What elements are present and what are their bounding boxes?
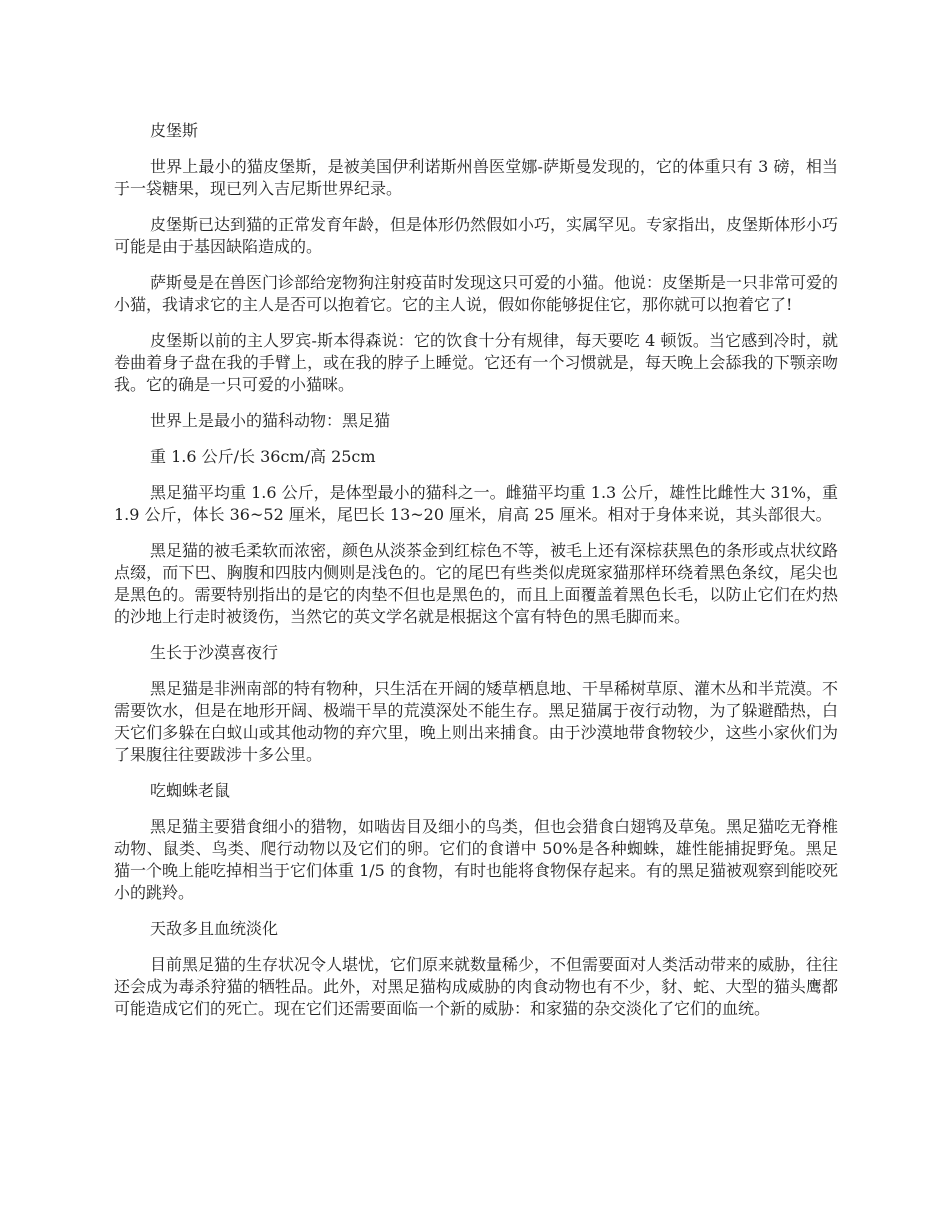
heading-desert-nocturnal: 生长于沙漠喜夜行 [150,643,279,662]
paragraph: 黑足猫是非洲南部的特有物种，只生活在开阔的矮草栖息地、干旱稀树草原、灌木丛和半荒漠。不需要饮水，但是在地形开阔、极端干旱的荒漠深处不能生存。黑足猫属于夜行动物，为了躲避酷热，白天它们多躲在白蚁山或其他动物的弃穴里，晚上则出来捕食。由于沙漠地带食物较少，这些小家伙们为了果腹往往要跋涉十多公里。 [114,679,839,764]
paragraph: 萨斯曼是在兽医门诊部给宠物狗注射疫苗时发现这只可爱的小猫。他说：皮堡斯是一只非常可爱的小猫，我请求它的主人是否可以抱着它。它的主人说，假如你能够捉住它，那你就可以抱着它了! [114,273,839,314]
paragraph: 黑足猫的被毛柔软而浓密，颜色从淡茶金到红棕色不等，被毛上还有深棕获黑色的条形或点状纹路点缀，而下巴、胸腹和四肢内侧则是浅色的。它的尾巴有些类似虎斑家猫那样环绕着黑色条纹，尾尖也是黑色的。需要特别指出的是它的肉垫不但也是黑色的，而且上面覆盖着黑色长毛，以防止它们在灼热的沙地上行走时被烫伤，当然它的英文学名就是根据这个富有特色的黑毛脚而来。 [114,541,839,626]
paragraph: 黑足猫平均重 1.6 公斤，是体型最小的猫科之一。雌猫平均重 1.3 公斤，雄性比雌性大 31%，重 1.9 公斤，体长 36~52 厘米，尾巴长 13~20 厘米，肩高 25 厘米。相对于身体来说，其头部很大。 [114,483,838,524]
paragraph: 皮堡斯已达到猫的正常发育年龄，但是体形仍然假如小巧，实属罕见。专家指出，皮堡斯体形小巧可能是由于基因缺陷造成的。 [114,215,839,256]
paragraph: 皮堡斯以前的主人罗宾-斯本得森说：它的饮食十分有规律，每天要吃 4 顿饭。当它感到冷时，就卷曲着身子盘在我的手臂上，或在我的脖子上睡觉。它还有一个习惯就是，每天晚上会舔我的下颚亲吻我。它的确是一只可爱的小猫咪。 [114,331,838,394]
document-body [114,120,838,1034]
stats-line: 重 1.6 公斤/长 36cm/高 25cm [150,447,376,466]
heading-threats: 天敌多且血统淡化 [150,919,279,938]
heading-piebus: 皮堡斯 [150,121,199,140]
paragraph: 黑足猫主要猎食细小的猎物，如啮齿目及细小的鸟类，但也会猎食白翅鸨及草兔。黑足猫吃无脊椎动物、鼠类、鸟类、爬行动物以及它们的卵。它们的食谱中 50%是各种蜘蛛，雄性能捕捉野兔。黑足猫一个晚上能吃掉相当于它们体重 1/5 的食物，有时也能将食物保存起来。有的黑足猫被观察到能咬死小的跳羚。 [114,817,839,902]
paragraph: 世界上最小的猫皮堡斯，是被美国伊利诺斯州兽医堂娜-萨斯曼发现的，它的体重只有 3 磅，相当于一袋糖果，现已列入吉尼斯世界纪录。 [114,157,838,198]
heading-black-footed-cat: 世界上是最小的猫科动物：黑足猫 [150,411,391,430]
paragraph: 目前黑足猫的生存状况令人堪忧，它们原来就数量稀少，不但需要面对人类活动带来的威胁，往往还会成为毒杀狩猫的牺牲品。此外，对黑足猫构成威胁的肉食动物也有不少，豺、蛇、大型的猫头鹰都可能造成它们的死亡。现在它们还需要面临一个新的威胁：和家猫的杂交淡化了它们的血统。 [114,955,839,1018]
heading-diet: 吃蜘蛛老鼠 [150,781,231,800]
